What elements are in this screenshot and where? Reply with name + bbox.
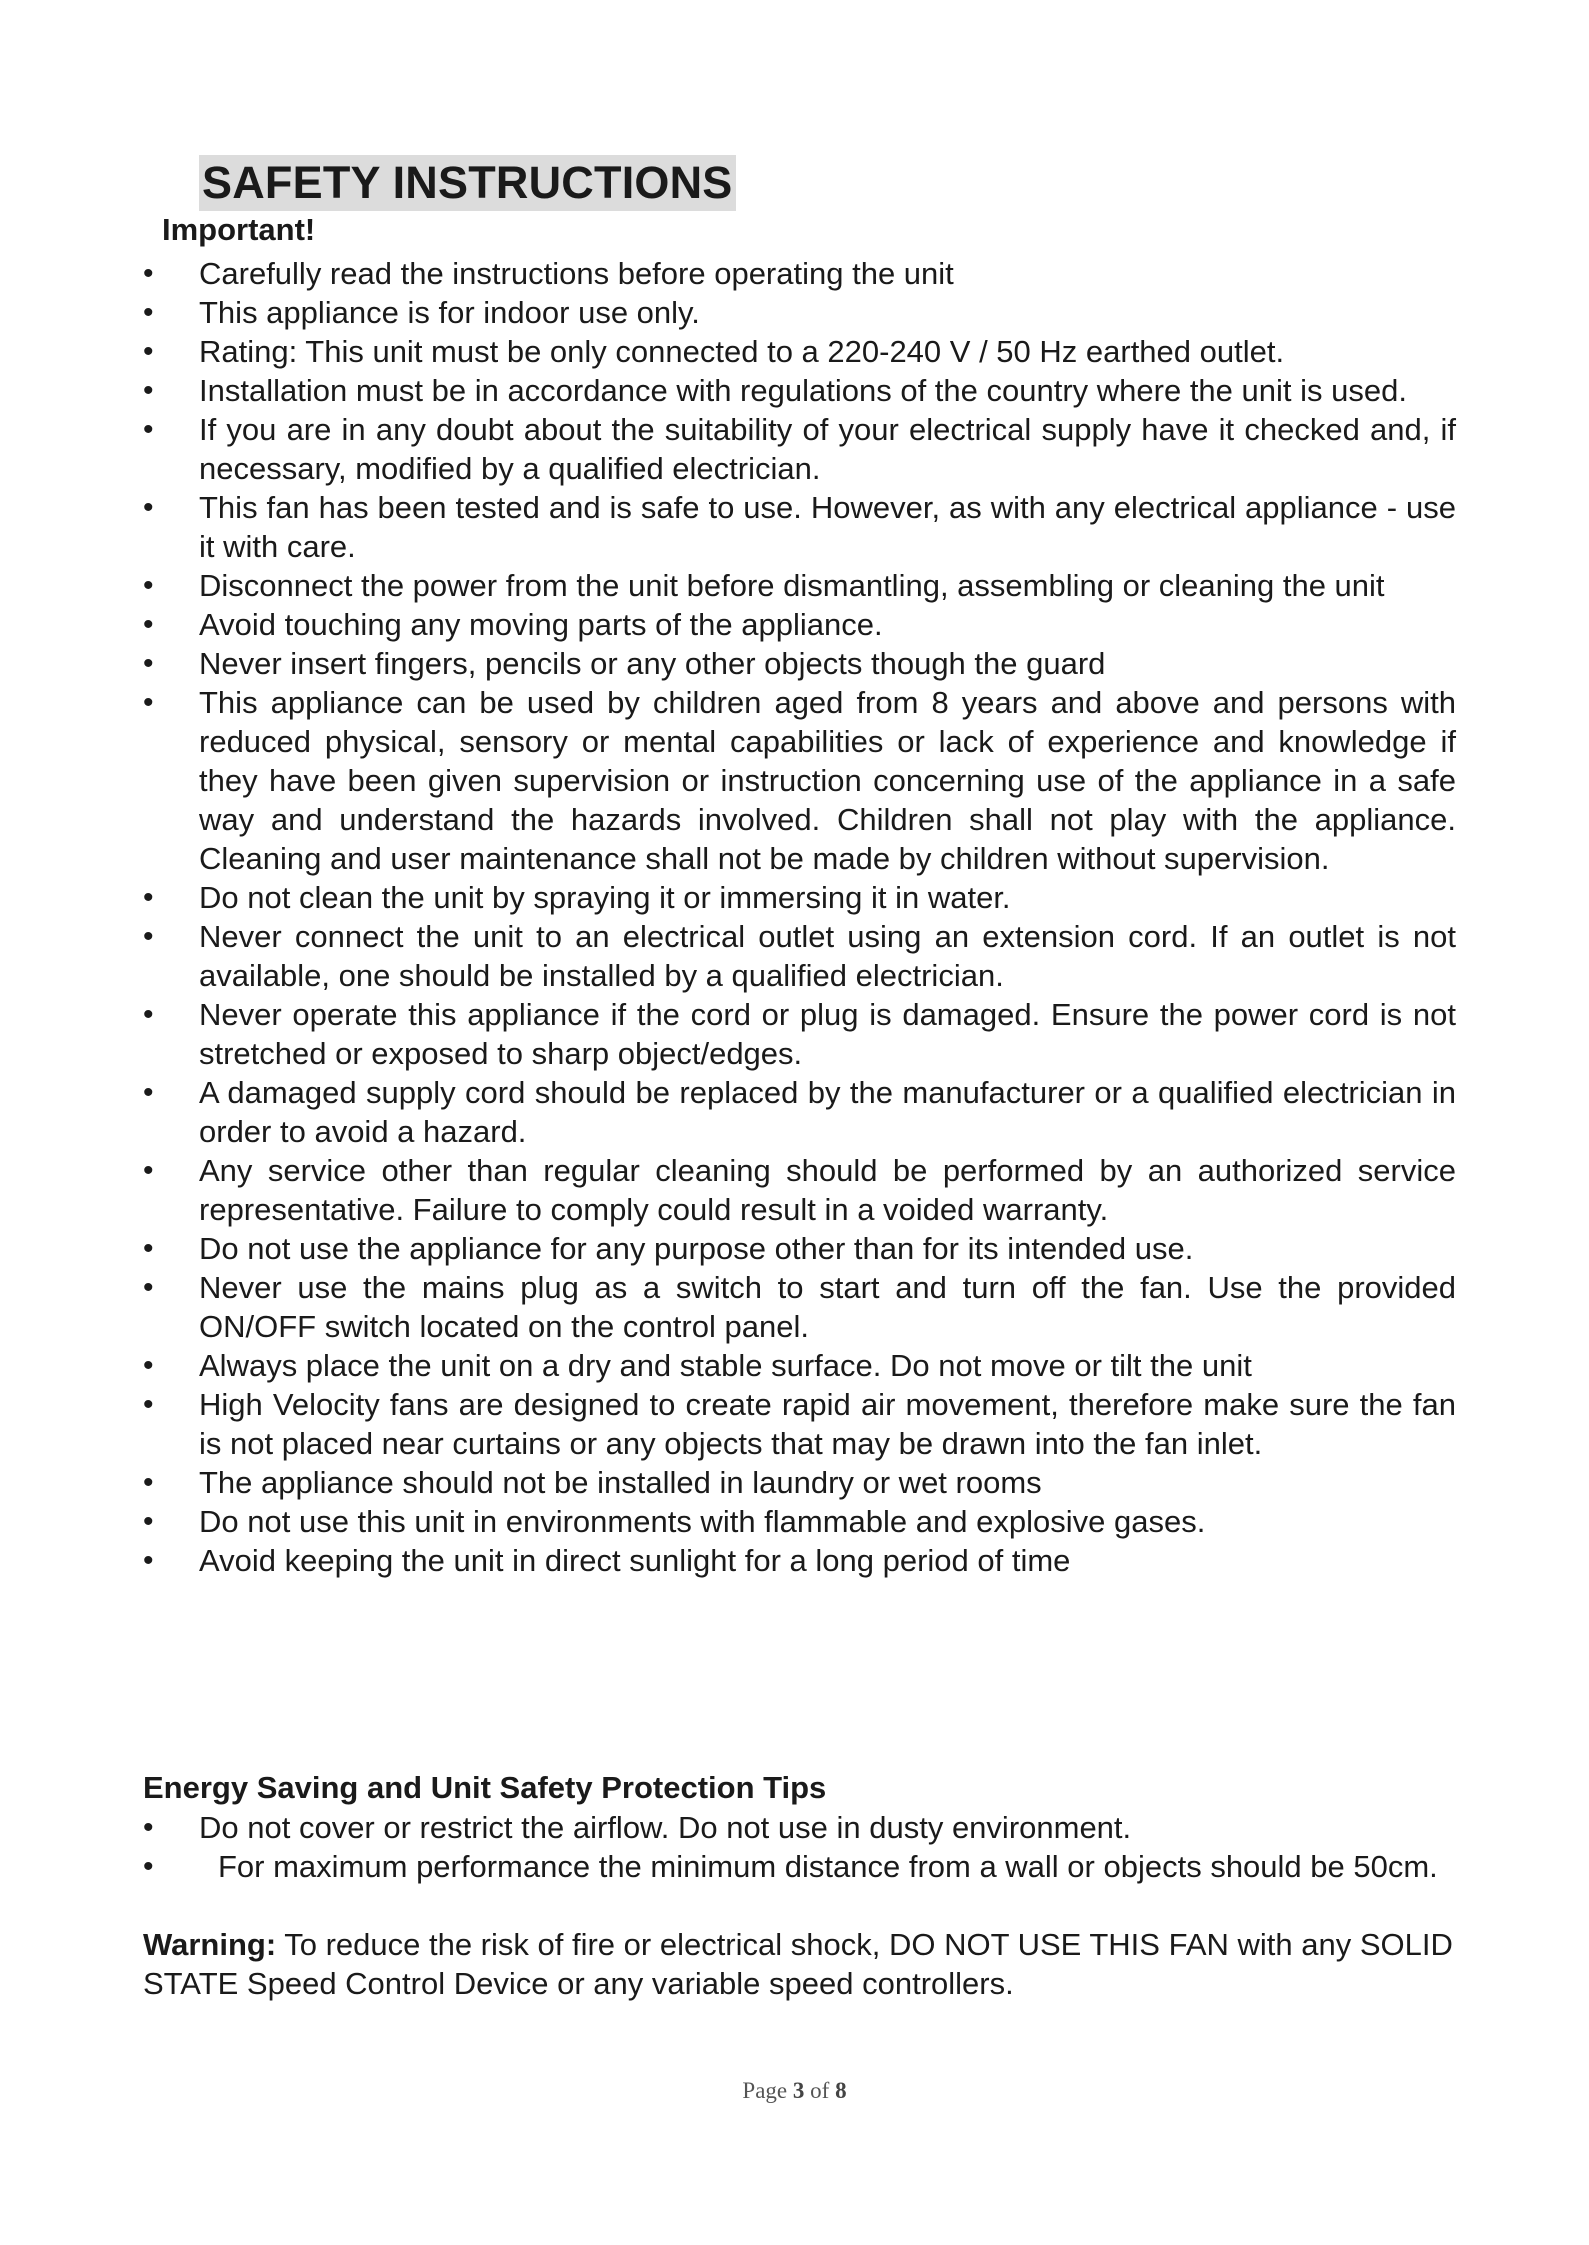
list-item: • Do not clean the unit by spraying it or immersing it in water. xyxy=(199,878,1456,917)
title-block xyxy=(199,155,736,211)
safety-list xyxy=(0,254,1456,1580)
list-item: • Never insert fingers, pencils or any other objects though the guard xyxy=(199,644,1456,683)
list-item: • This fan has been tested and is safe to use. However, as with any electrical appliance - use it with care. xyxy=(199,488,1456,566)
list-item: • Do not use this unit in environments with flammable and explosive gases. xyxy=(199,1502,1456,1541)
page-title: SAFETY INSTRUCTIONS xyxy=(199,155,736,211)
list-item: • Never operate this appliance if the cord or plug is damaged. Ensure the power cord is not stretched or exposed to sharp object/edges. xyxy=(199,995,1456,1073)
energy-tips-list xyxy=(0,1808,1456,1886)
list-item: • If you are in any doubt about the suitability of your electrical supply have it checked and, if necessary, modified by a qualified electrician. xyxy=(199,410,1456,488)
list-item: • Rating: This unit must be only connected to a 220-240 V / 50 Hz earthed outlet. xyxy=(199,332,1456,371)
warning-paragraph xyxy=(143,1925,1456,2003)
list-item: • Any service other than regular cleaning should be performed by an authorized service representative. Failure to comply could result in a voided warranty. xyxy=(199,1151,1456,1229)
list-item: • Installation must be in accordance with regulations of the country where the unit is used. xyxy=(199,371,1456,410)
footer-of-word: of xyxy=(810,2078,830,2103)
list-item: • Do not cover or restrict the airflow. Do not use in dusty environment. xyxy=(199,1808,1456,1847)
list-item: • Disconnect the power from the unit before dismantling, assembling or cleaning the unit xyxy=(199,566,1456,605)
total-pages-number: 8 xyxy=(835,2078,847,2103)
warning-text: To reduce the risk of fire or electrical shock, DO NOT USE THIS FAN with any SOLID STATE Speed Control Device or any variable speed controllers. xyxy=(143,1927,1453,2001)
list-item: • Always place the unit on a dry and stable surface. Do not move or tilt the unit xyxy=(199,1346,1456,1385)
list-item: • Avoid keeping the unit in direct sunlight for a long period of time xyxy=(199,1541,1456,1580)
important-label: Important! xyxy=(162,212,316,247)
current-page-number: 3 xyxy=(792,2078,805,2103)
list-item: • Avoid touching any moving parts of the appliance. xyxy=(199,605,1456,644)
list-item: • High Velocity fans are designed to create rapid air movement, therefore make sure the fan is not placed near curtains or any objects that may be drawn into the fan inlet. xyxy=(199,1385,1456,1463)
list-item: • The appliance should not be installed in laundry or wet rooms xyxy=(199,1463,1456,1502)
list-item: • For maximum performance the minimum distance from a wall or objects should be 50cm. xyxy=(218,1847,1456,1886)
list-item: • Never use the mains plug as a switch to start and turn off the fan. Use the provided ON/OFF switch located on the control panel. xyxy=(199,1268,1456,1346)
warning-label: Warning: xyxy=(143,1927,277,1962)
page-footer xyxy=(0,2078,1589,2104)
list-item: • Never connect the unit to an electrical outlet using an extension cord. If an outlet is not available, one should be installed by a qualified electrician. xyxy=(199,917,1456,995)
list-item: • This appliance can be used by children aged from 8 years and above and persons with reduced physical, sensory or mental capabilities or lack of experience and knowledge if they have been given supervision or instruction concerning use of the appliance in a safe way and understand the hazards involved. Children shall not play with the appliance. Cleaning and user maintenance shall not be made by children without supervision. xyxy=(199,683,1456,878)
footer-page-word: Page xyxy=(742,2078,788,2103)
list-item: • This appliance is for indoor use only. xyxy=(199,293,1456,332)
list-item: • Do not use the appliance for any purpose other than for its intended use. xyxy=(199,1229,1456,1268)
list-item: • A damaged supply cord should be replaced by the manufacturer or a qualified electrician in order to avoid a hazard. xyxy=(199,1073,1456,1151)
energy-tips-heading: Energy Saving and Unit Safety Protection Tips xyxy=(143,1770,827,1805)
list-item: • Carefully read the instructions before operating the unit xyxy=(199,254,1456,293)
